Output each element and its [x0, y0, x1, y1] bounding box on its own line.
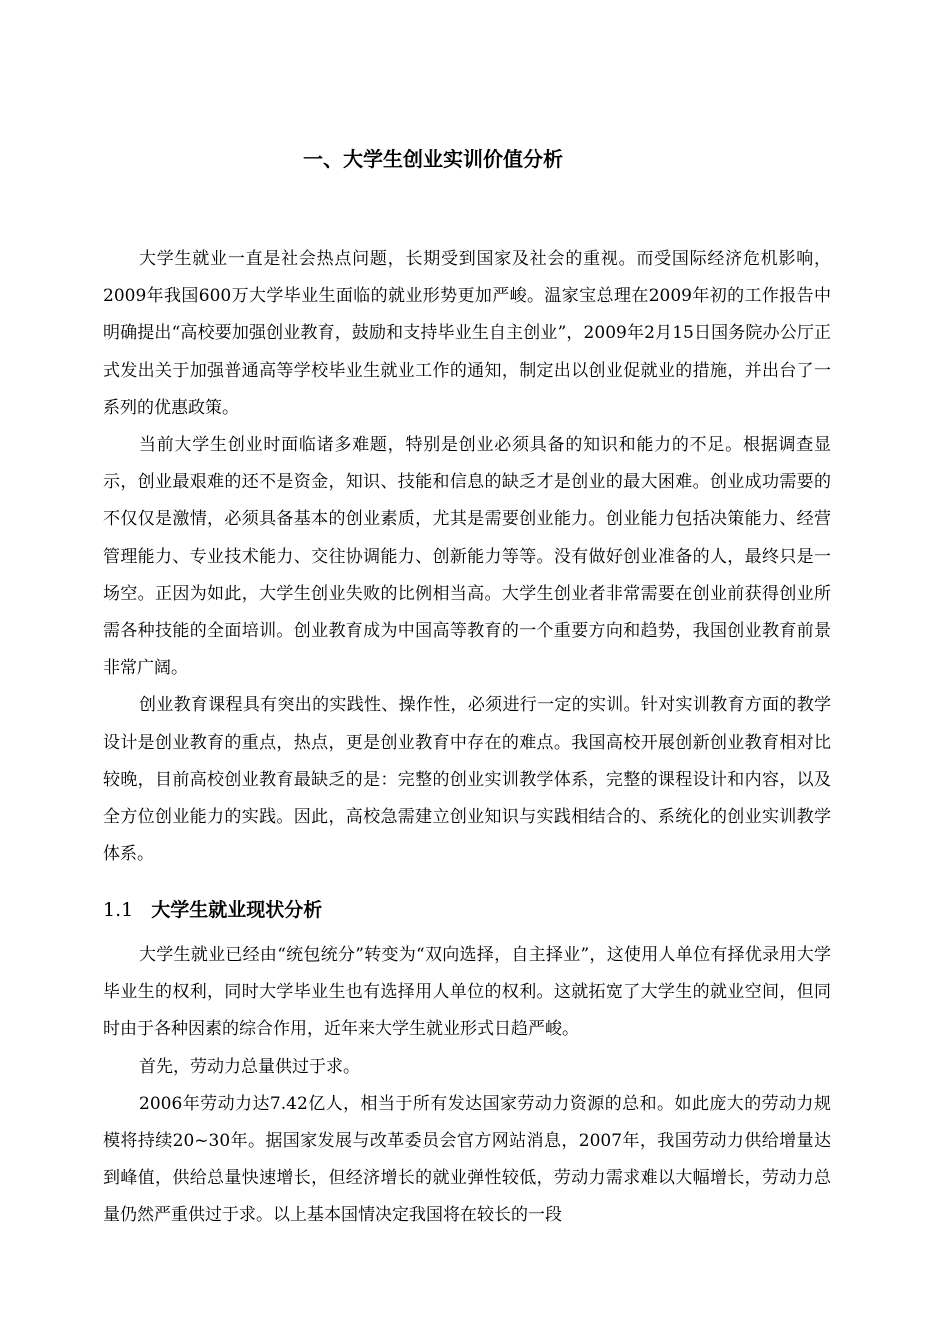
intro-body — [103, 241, 831, 873]
section-body — [103, 937, 831, 1235]
paragraph: 当前大学生创业时面临诸多难题，特别是创业必须具备的知识和能力的不足。根据调查显示，创业最艰难的还不是资金，知识、技能和信息的缺乏才是创业的最大困难。创业成功需要的不仅仅是激情，必须具备基本的创业素质，尤其是需要创业能力。创业能力包括决策能力、经营管理能力、专业技术能力、交往协调能力、创新能力等等。没有做好创业准备的人，最终只是一场空。正因为如此，大学生创业失败的比例相当高。大学生创业者非常需要在创业前获得创业所需各种技能的全面培训。创业教育成为中国高等教育的一个重要方向和趋势，我国创业教育前景非常广阔。 — [103, 435, 831, 679]
chapter-title: 一、大学生创业实训价值分析 — [303, 147, 563, 171]
paragraph: 首先，劳动力总量供过于求。 — [139, 1056, 360, 1077]
paragraph: 大学生就业一直是社会热点问题，长期受到国家及社会的重视。而受国际经济危机影响，2009年我国600万大学毕业生面临的就业形势更加严峻。温家宝总理在2009年初的工作报告中明确提出“高校要加强创业教育，鼓励和支持毕业生自主创业”，2009年2月15日国务院办公厅正式发出关于加强普通高等学校毕业生就业工作的通知，制定出以创业促就业的措施，并出台了一系列的优惠政策。 — [103, 249, 831, 418]
paragraph: 大学生就业已经由“统包统分”转变为“双向选择，自主择业”，这使用人单位有择优录用大学毕业生的权利，同时大学毕业生也有选择用人单位的权利。这就拓宽了大学生的就业空间，但同时由于各种因素的综合作用，近年来大学生就业形式日趋严峻。 — [103, 945, 831, 1040]
section-number: 1.1 — [103, 899, 134, 921]
section-title: 大学生就业现状分析 — [151, 899, 323, 921]
paragraph: 2006年劳动力达7.42亿人，相当于所有发达国家劳动力资源的总和。如此庞大的劳动力规模将持续20~30年。据国家发展与改革委员会官方网站消息，2007年，我国劳动力供给增量达到峰值，供给总量快速增长，但经济增长的就业弹性较低，劳动力需求难以大幅增长，劳动力总量仍然严重供过于求。以上基本国情决定我国将在较长的一段 — [103, 1093, 831, 1226]
section-heading — [103, 894, 322, 926]
paragraph: 创业教育课程具有突出的实践性、操作性，必须进行一定的实训。针对实训教育方面的教学设计是创业教育的重点，热点，更是创业教育中存在的难点。我国高校开展创新创业教育相对比较晚，目前高校创业教育最缺乏的是：完整的创业实训教学体系，完整的课程设计和内容，以及全方位创业能力的实践。因此，高校急需建立创业知识与实践相结合的、系统化的创业实训教学体系。 — [103, 695, 831, 865]
